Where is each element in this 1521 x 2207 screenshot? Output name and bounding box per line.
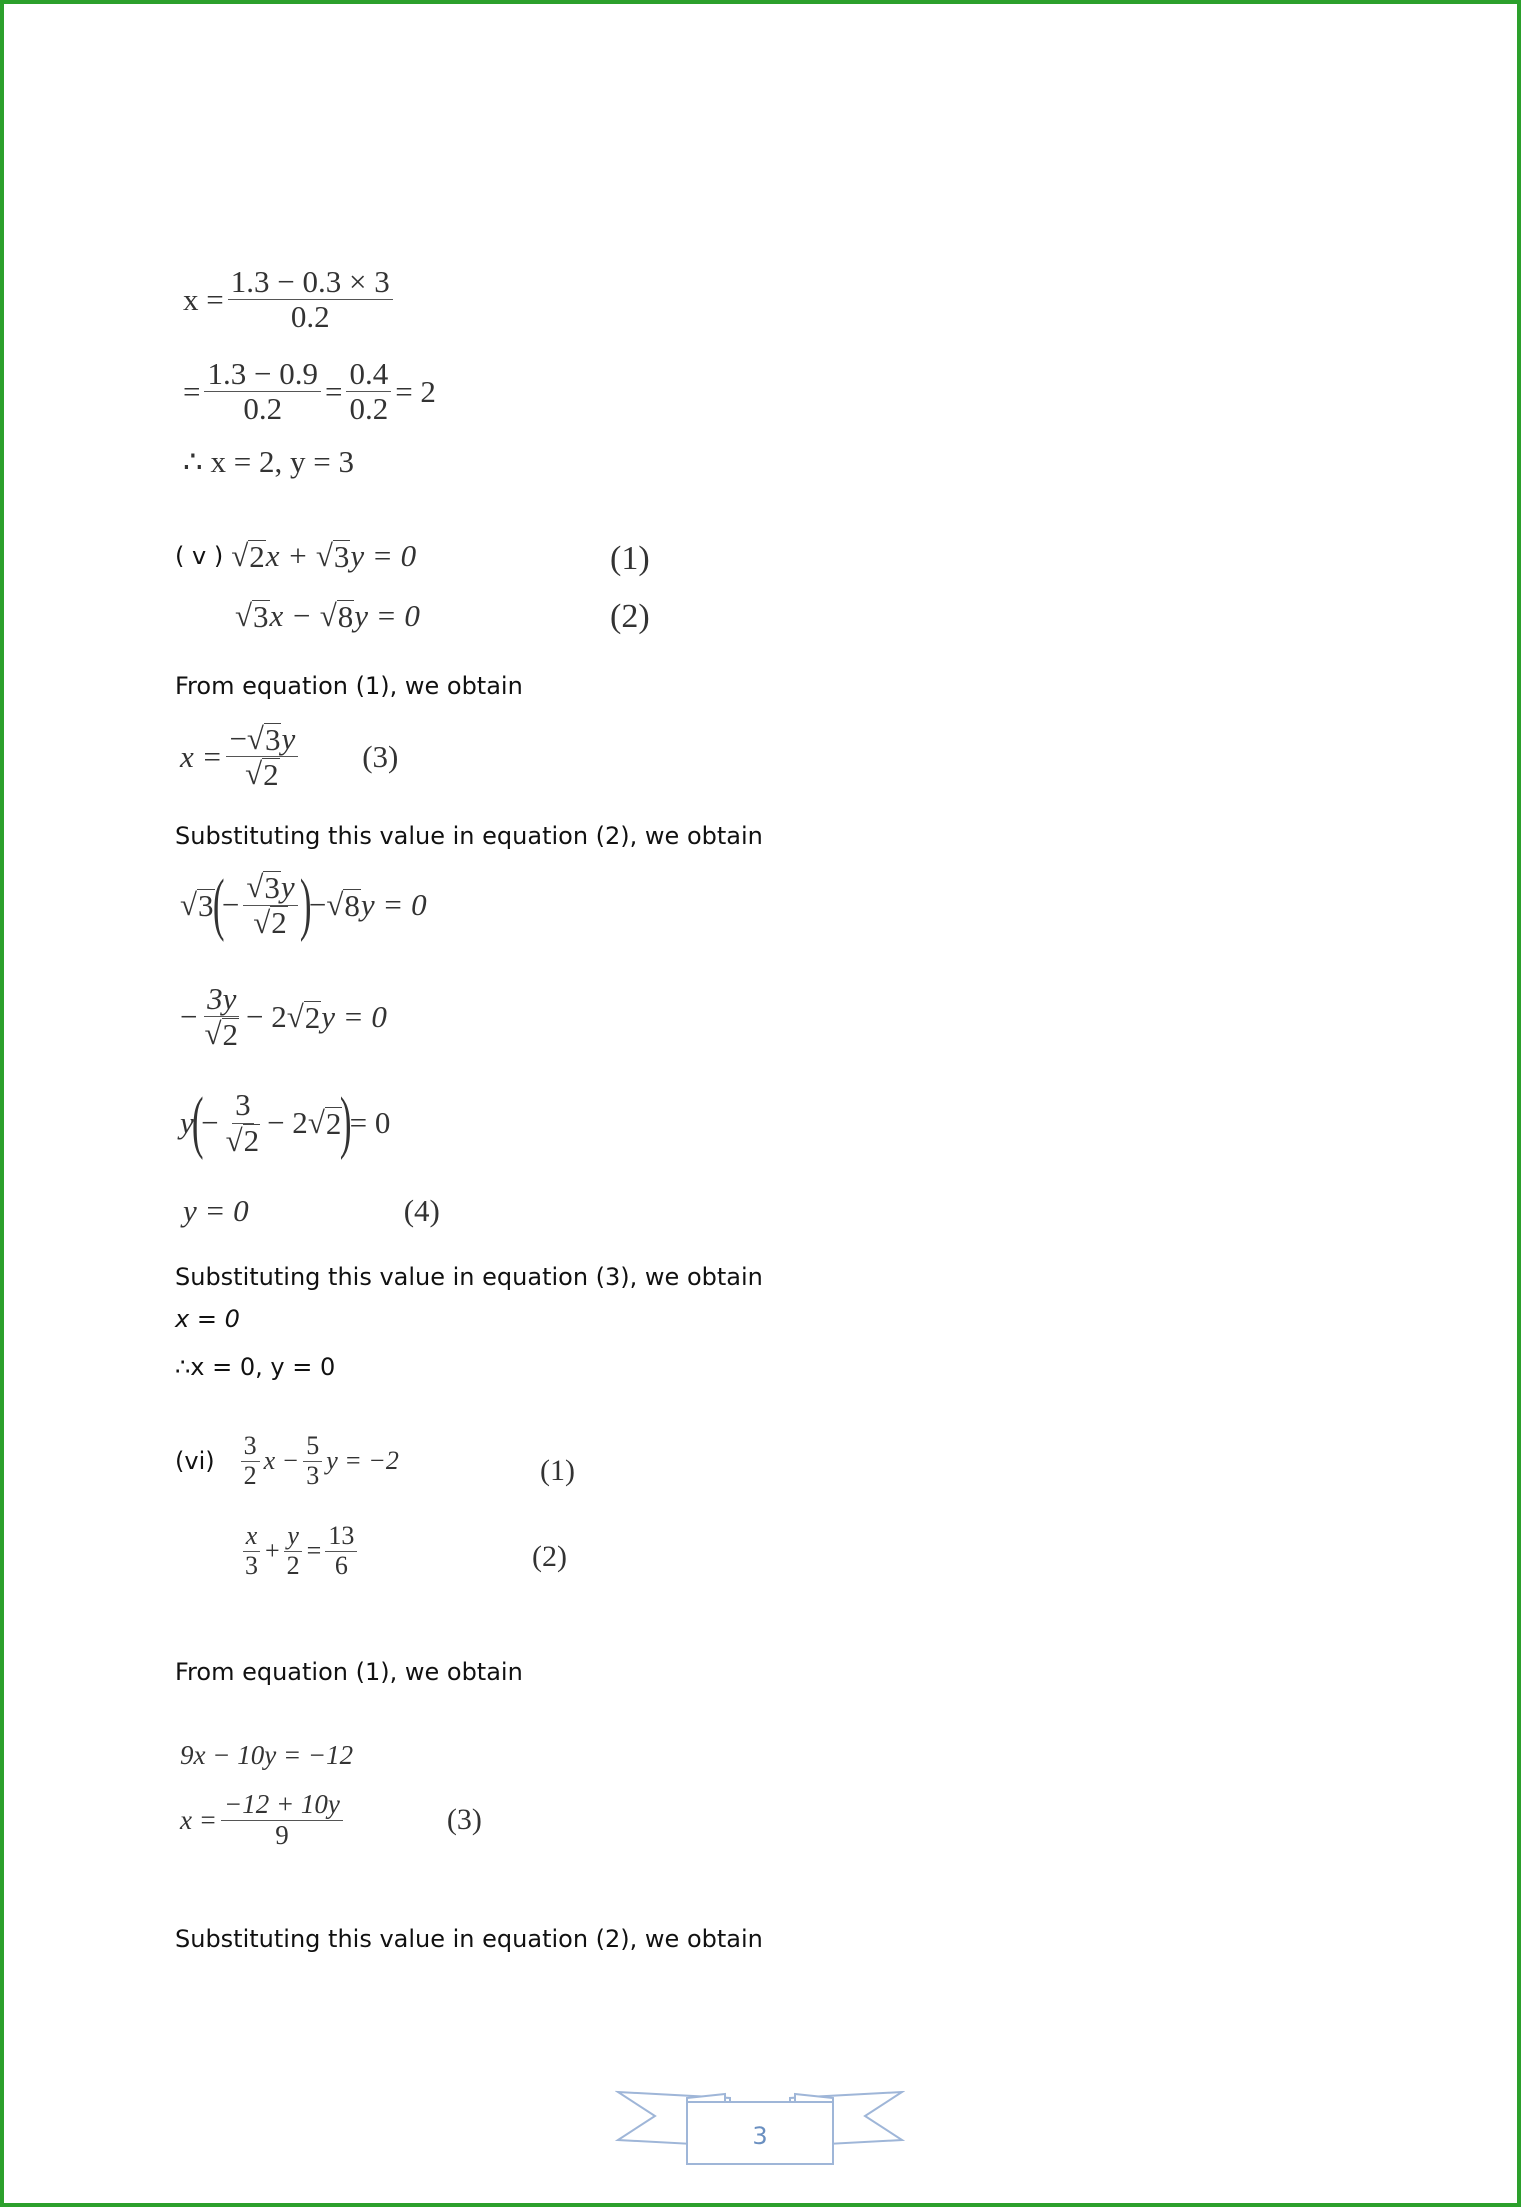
equation-simplify [183,357,436,426]
page-number-ribbon [615,2088,905,2175]
radicand: 3 [198,888,214,924]
lhs: x = [180,1804,217,1835]
text-line: Substituting this value in equation (2), we obtain [175,822,763,850]
radicand: 3 [333,539,350,575]
equation-step2 [180,982,387,1051]
radicand: 2 [271,905,287,941]
fraction [284,1522,303,1580]
term: y = 0 [350,538,417,573]
equation-x-vi [180,1790,482,1850]
term: y = −2 [326,1446,399,1476]
denominator [201,1017,242,1051]
radicand: 3 [264,869,280,905]
term: − 2 [267,1105,308,1140]
radicand: 2 [222,1016,238,1052]
numerator: 3y [204,982,239,1017]
numerator [226,722,298,757]
page-number: 3 [752,2122,768,2150]
equation-step3 [180,1084,391,1161]
square-root: √ 3 [246,721,281,757]
denominator: 0.2 [243,391,283,427]
term: − 2 [246,998,287,1034]
square-root: √ 2 [225,1122,260,1159]
square-root: √ 8 [326,887,360,924]
left-paren: ( [191,1084,204,1161]
fraction [303,1432,322,1490]
term: 9x − 10y = −12 [180,1740,354,1770]
square-root: √ 2 [307,1105,342,1142]
text-line: ∴x = 0, y = 0 [175,1353,336,1381]
equation-v-2 [235,598,420,634]
term: x − [269,598,312,633]
numerator: −12 + 10y [221,1790,343,1821]
fraction [226,722,298,791]
equation-tag: (1) [610,540,650,577]
fraction [228,265,393,334]
fraction [221,1790,343,1850]
square-root: √ 2 [245,756,279,792]
radicand: 2 [243,1123,260,1159]
equation-v-1 [175,538,416,574]
radicand: 2 [263,756,279,792]
lhs: x = [183,281,224,317]
equation-tag: (3) [446,1803,482,1837]
sign: − [229,721,247,756]
term: y = 0 [360,887,427,922]
denominator: 9 [275,1819,289,1850]
numerator: 5 [303,1432,322,1462]
equals: = [183,373,201,409]
radicand: 3 [264,721,281,757]
square-root: √ 2 [286,998,321,1036]
part-label: ( v ) [175,542,224,570]
fraction [325,1522,357,1580]
numerator: 0.4 [346,357,391,392]
square-root: √ 3 [246,869,280,905]
lhs: x = [180,738,223,774]
denominator: 3 [306,1460,320,1490]
equation-vi-1 [175,1432,399,1490]
sign: − [201,1105,219,1140]
term: y = 0 [321,998,387,1034]
text-line: From equation (1), we obtain [175,1658,523,1686]
numerator: x [243,1522,261,1552]
fraction [204,357,320,426]
numerator: 13 [325,1522,357,1552]
solution-iv [183,444,354,480]
fraction [241,1432,260,1490]
numerator: y [284,1522,302,1552]
fraction [346,357,391,426]
fraction [243,870,297,939]
equation-vi-2 [238,1522,361,1580]
numerator: 3 [241,1432,260,1462]
denominator: 0.2 [290,299,330,335]
square-root: √ 3 [235,598,269,635]
equation-substitute [180,866,427,943]
term: x + [265,538,309,573]
square-root: √ 3 [180,887,214,924]
solution-text: ∴ x = 2, y = 3 [183,444,354,479]
denominator [250,906,291,940]
radicand: 8 [344,888,360,924]
denominator: 0.2 [349,391,389,427]
denominator: 2 [243,1460,257,1490]
term: y = 0 [183,1193,249,1228]
equation-3 [180,722,398,791]
right-paren: ) [299,866,312,943]
term: x − [263,1446,300,1476]
fraction [242,1522,261,1580]
fraction [201,982,242,1051]
var: y [280,869,295,905]
denominator: 3 [245,1550,258,1580]
var: y [180,1105,194,1140]
numerator: 1.3 − 0.3 × 3 [228,265,393,300]
square-root: √ 3 [315,538,350,575]
equation-linear [180,1740,353,1771]
sign: − [221,887,240,922]
denominator: 2 [286,1550,300,1580]
denominator [223,1124,264,1158]
square-root: √ 8 [319,598,354,635]
numerator [243,870,297,905]
text-line: Substituting this value in equation (3), we obtain [175,1263,763,1291]
part-label: (vi) [175,1447,215,1476]
square-root: √ 2 [253,904,287,941]
equation-tag: (2) [532,1540,567,1573]
denominator: 6 [334,1550,348,1580]
term: + [265,1536,280,1566]
equation-tag: (1) [540,1454,575,1487]
equation-4 [183,1193,440,1229]
sign: − [308,887,327,922]
var: y [281,721,296,756]
text-line: Substituting this value in equation (2), we obtain [175,1925,763,1953]
left-paren: ( [212,866,224,943]
right-paren: ) [340,1084,352,1161]
text-line: From equation (1), we obtain [175,672,523,700]
text-line: x = 0 [175,1305,240,1333]
radicand: 8 [337,599,354,635]
result: = 2 [395,373,436,409]
radicand: 2 [304,1000,321,1036]
sign: − [180,998,198,1034]
term: = 0 [349,1105,391,1140]
radicand: 2 [325,1106,342,1142]
square-root: √ 2 [231,538,265,575]
equation-tag: (3) [362,738,399,774]
equals: = [324,373,343,409]
radicand: 3 [253,599,269,635]
fraction [223,1088,264,1157]
term: = [306,1536,322,1566]
radicand: 2 [249,539,265,575]
numerator: 3 [232,1088,254,1123]
equation-tag: (2) [610,598,650,635]
term: y = 0 [354,598,420,633]
equation-tag: (4) [403,1193,440,1228]
numerator: 1.3 − 0.9 [204,357,320,392]
denominator [242,757,283,791]
square-root: √ 2 [204,1016,238,1052]
equation-x-fraction [183,265,397,334]
